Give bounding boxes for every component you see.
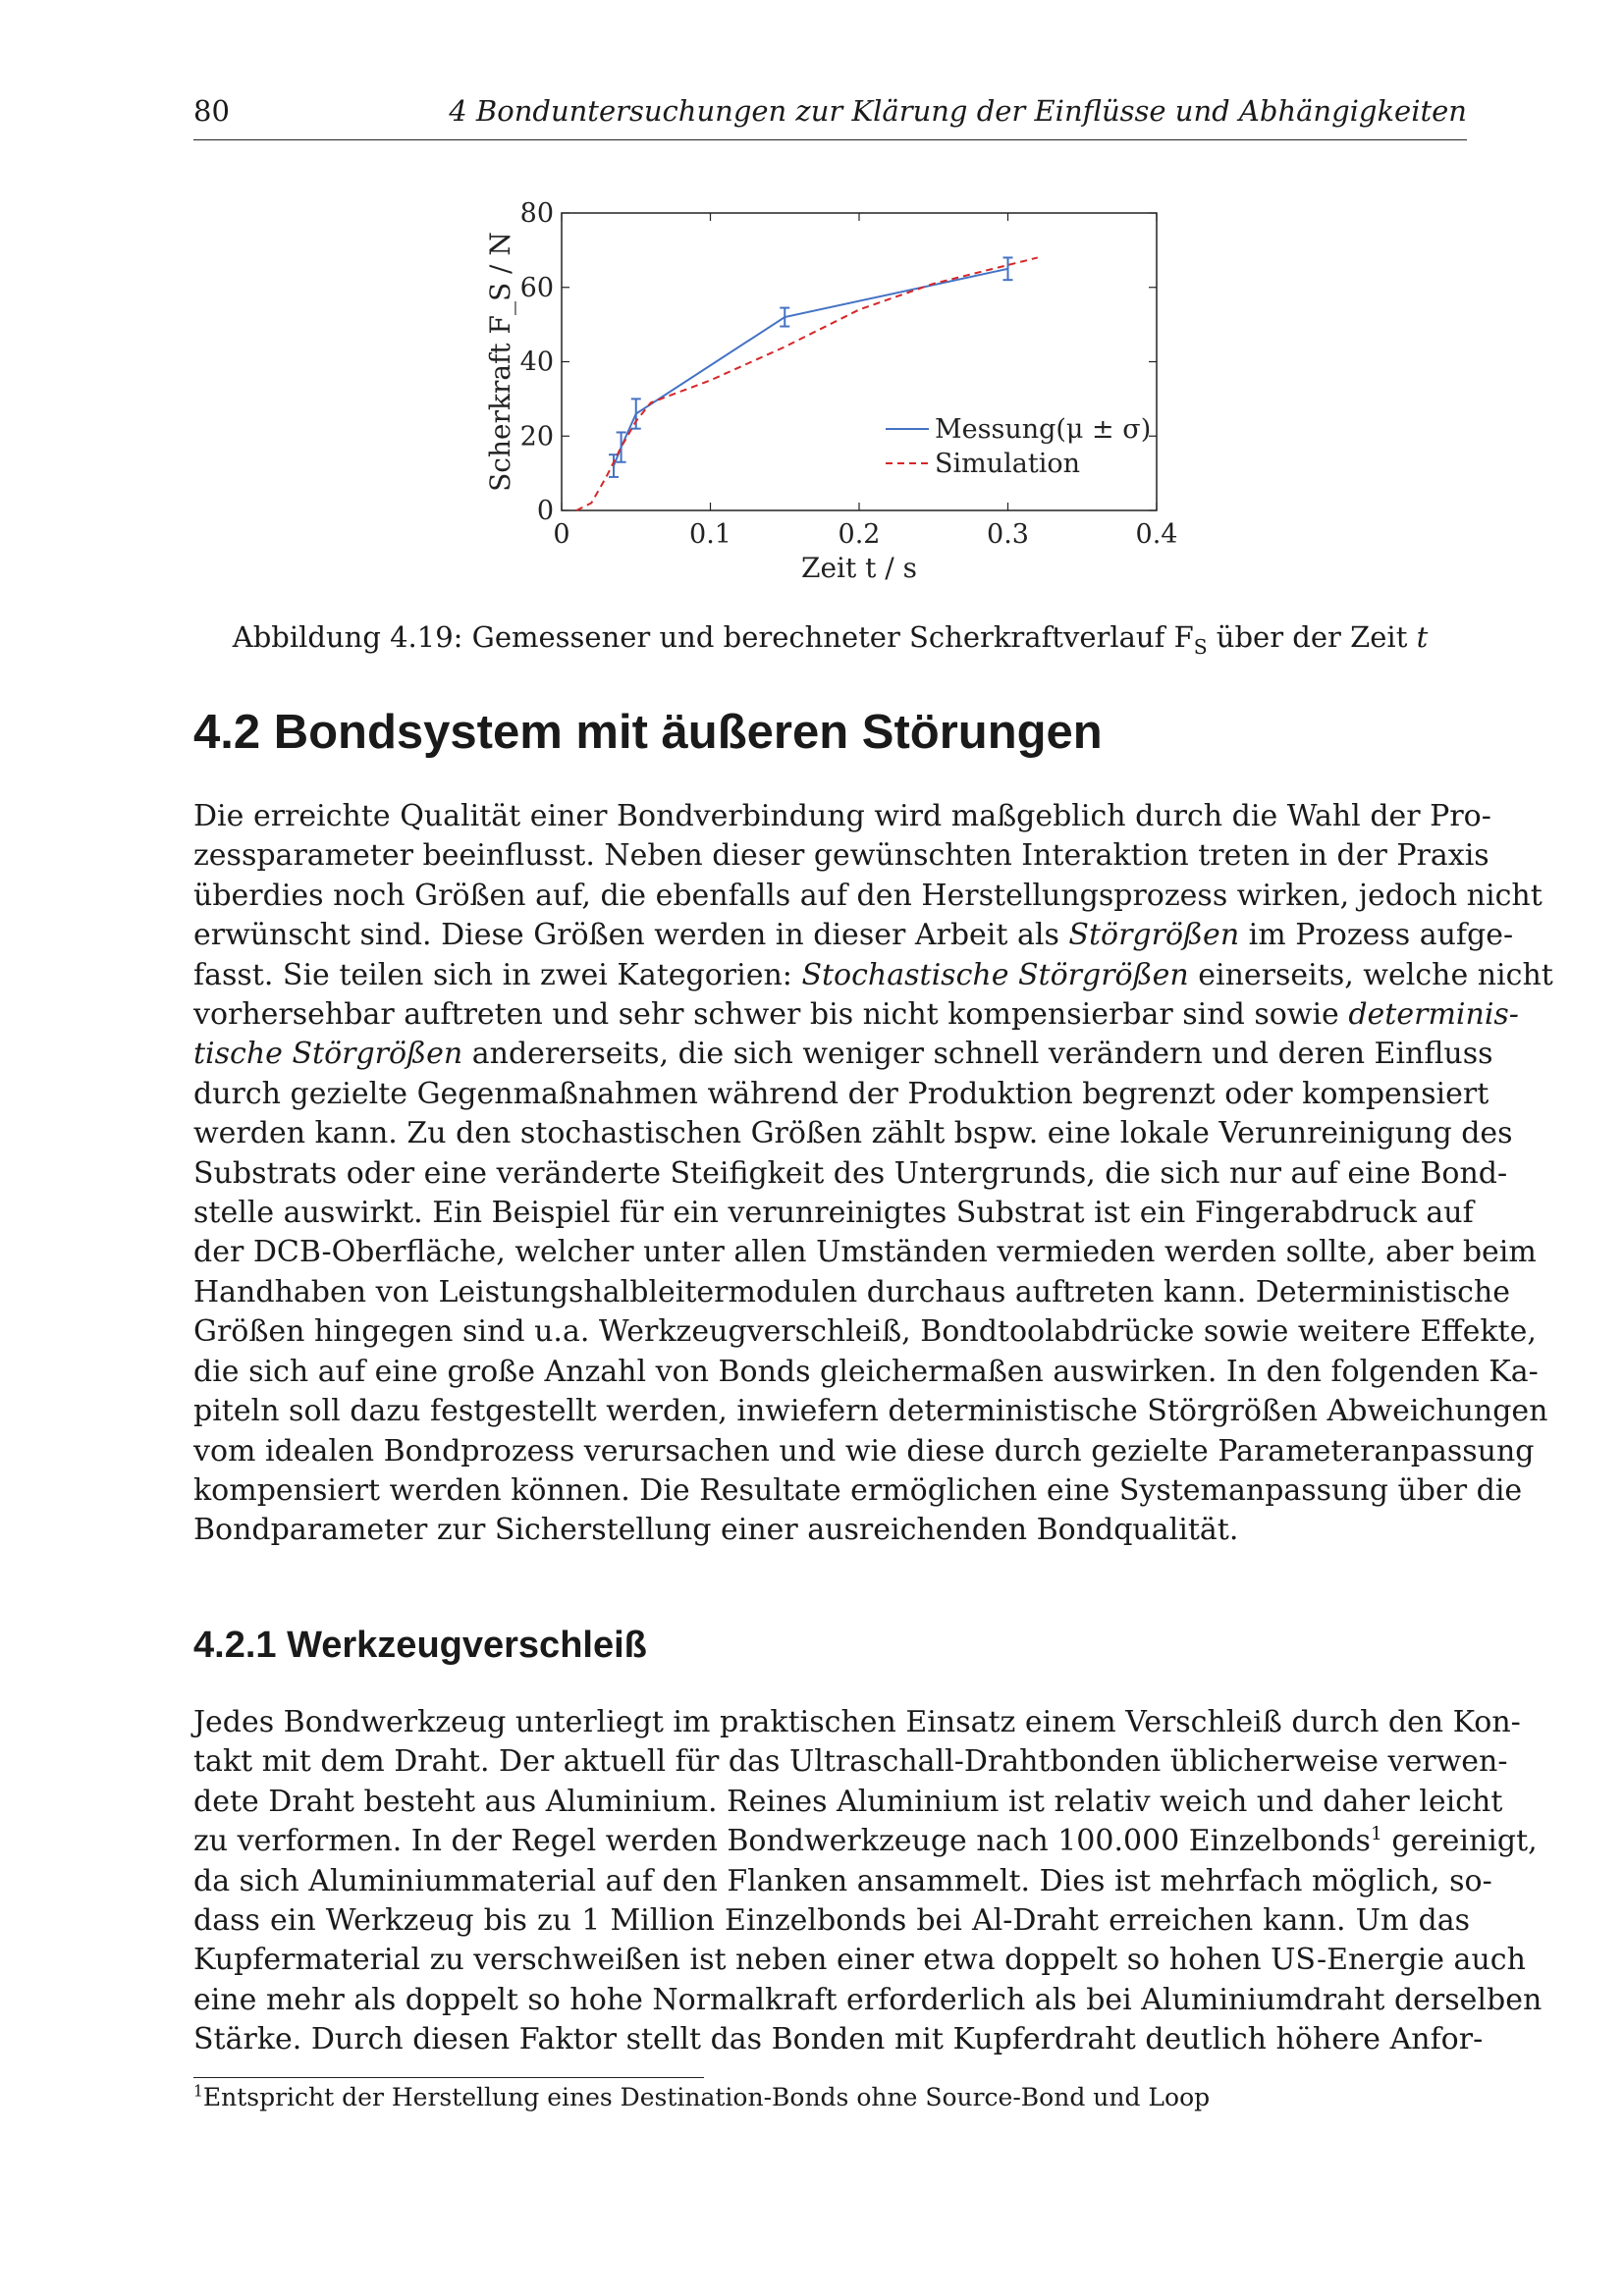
emphasis: Stochastische Störgrößen	[801, 957, 1189, 992]
section-heading: 4.2 Bondsystem mit äußeren Störungen	[193, 706, 1103, 759]
x-tick-label: 0	[553, 519, 570, 550]
emphasis: Störgrößen	[1068, 918, 1240, 953]
subsection-paragraph	[193, 1703, 1543, 2060]
text-line: Jedes Bondwerkzeug unterliegt im praktischen Einsatz einem Verschleiß durch den Kon-	[193, 1705, 1521, 1739]
text-line: Stärke. Durch diesen Faktor stellt das Bonden mit Kupferdraht deutlich höhere Anfor-	[193, 2022, 1484, 2057]
footnote	[193, 2083, 1210, 2111]
text-line: Bondparameter zur Sicherstellung einer ausreichenden Bondqualität.	[193, 1513, 1239, 1548]
text-line: überdies noch Größen auf, die ebenfalls auf den Herstellungsprozess wirken, jedoch nicht	[193, 878, 1543, 913]
section-paragraph	[193, 797, 1553, 1551]
y-axis-label: Scherkraft F_S / N	[484, 232, 516, 492]
page-number: 80	[193, 94, 230, 128]
y-tick-label: 0	[536, 496, 554, 526]
footnote-text: Entspricht der Herstellung eines Destination-Bonds ohne Source-Bond und Loop	[202, 2083, 1211, 2111]
text-line: dete Draht besteht aus Aluminium. Reines Aluminium ist relativ weich und daher leicht	[193, 1784, 1503, 1819]
text-line: takt mit dem Draht. Der aktuell für das Ultraschall-Drahtbonden üblicherweise verwen-	[193, 1744, 1508, 1780]
text-line: kompensiert werden können. Die Resultate ermöglichen eine Systemanpassung über die	[193, 1472, 1523, 1508]
text-line: fasst. Sie teilen sich in zwei Kategorien: Stochastische Störgrößen einerseits, welche nicht	[193, 957, 1553, 992]
text-line: vorhersehbar auftreten und sehr schwer bis nicht kompensierbar sind sowie determinis-	[193, 997, 1519, 1033]
x-axis-label: Zeit t / s	[801, 552, 917, 584]
legend-label: Messung(μ ± σ)	[935, 414, 1152, 445]
text-line: stelle auswirkt. Ein Beispiel für ein verunreinigtes Substrat ist ein Fingerabdruck auf	[193, 1196, 1474, 1231]
x-tick-label: 0.4	[1135, 519, 1178, 550]
x-tick-label: 0.3	[987, 519, 1029, 550]
text-line: werden kann. Zu den stochastischen Größen zählt bspw. eine lokale Verunreinigung des	[193, 1116, 1513, 1151]
text-line: Die erreichte Qualität einer Bondverbindung wird maßgeblich durch die Wahl der Pro-	[193, 799, 1491, 833]
text-line: Größen hingegen sind u.a. Werkzeugverschleiß, Bondtoolabdrücke sowie weitere Effekte,	[193, 1314, 1537, 1350]
text-line: Substrats oder eine veränderte Steifigkeit des Untergrunds, die sich nur auf eine Bond-	[193, 1155, 1508, 1191]
y-tick-label: 40	[519, 347, 554, 378]
running-title: 4 Bonduntersuchungen zur Klärung der Einflüsse und Abhängigkeiten	[449, 94, 1467, 128]
text-line: piteln soll dazu festgestellt werden, inwiefern deterministische Störgrößen Abweichungen	[193, 1394, 1548, 1429]
caption-subscript: S	[1193, 634, 1208, 659]
y-tick-label: 60	[519, 272, 554, 303]
text-line: zessparameter beeinflusst. Neben dieser gewünschten Interaktion treten in der Praxis	[193, 838, 1489, 874]
x-tick-label: 0.1	[689, 519, 731, 550]
figure-4-19	[481, 191, 1178, 604]
text-line: vom idealen Bondprozess verursachen und wie diese durch gezielte Parameteranpassung	[193, 1433, 1535, 1468]
text-line: tische Störgrößen andererseits, die sich weniger schnell verändern und deren Einfluss	[193, 1037, 1493, 1072]
running-header	[193, 94, 1467, 140]
figure-caption	[193, 620, 1467, 659]
y-tick-label: 20	[519, 421, 554, 453]
footnote-rule	[193, 2077, 704, 2078]
text-line: der DCB-Oberfläche, welcher unter allen Umständen vermieden werden sollte, aber beim	[193, 1235, 1537, 1270]
text-line: eine mehr als doppelt so hohe Normalkraft erforderlich als bei Aluminiumdraht derselben	[193, 1982, 1543, 2017]
text-line: dass ein Werkzeug bis zu 1 Million Einzelbonds bei Al-Draht erreichen kann. Um das	[193, 1903, 1470, 1939]
text-line: zu verformen. In der Regel werden Bondwerkzeuge nach 100.000 Einzelbonds$^1$ gereinigt,	[193, 1824, 1538, 1859]
caption-variable: t	[1416, 620, 1429, 654]
x-tick-label: 0.2	[838, 519, 881, 550]
text-line: die sich auf eine große Anzahl von Bonds gleichermaßen auswirken. In den folgenden Ka-	[193, 1354, 1539, 1389]
footnote-ref: 1	[1370, 1824, 1382, 1845]
legend-label: Simulation	[935, 449, 1080, 479]
y-tick-label: 80	[519, 198, 554, 229]
caption-text-end: über der Zeit	[1207, 620, 1417, 654]
caption-text: Abbildung 4.19: Gemessener und berechneter Scherkraftverlauf F	[232, 620, 1194, 654]
text-line: Handhaben von Leistungshalbleitermodulen durchaus auftreten kann. Deterministische	[193, 1274, 1511, 1309]
text-line: da sich Aluminiummaterial auf den Flanken ansammelt. Dies ist mehrfach möglich, so-	[193, 1863, 1492, 1898]
subsection-heading: 4.2.1 Werkzeugverschleiß	[193, 1625, 647, 1666]
text-line: erwünscht sind. Diese Größen werden in dieser Arbeit als Störgrößen im Prozess aufge-	[193, 918, 1514, 953]
emphasis: tische Störgrößen	[193, 1037, 463, 1072]
text-line: durch gezielte Gegenmaßnahmen während der Produktion begrenzt oder kompensiert	[193, 1076, 1489, 1111]
footnote-mark: 1	[193, 2082, 203, 2101]
emphasis: determinis-	[1348, 997, 1519, 1033]
text-line: Kupfermaterial zu verschweißen ist neben einer etwa doppelt so hohen US-Energie auch	[193, 1943, 1526, 1978]
shear-force-chart	[481, 191, 1178, 604]
